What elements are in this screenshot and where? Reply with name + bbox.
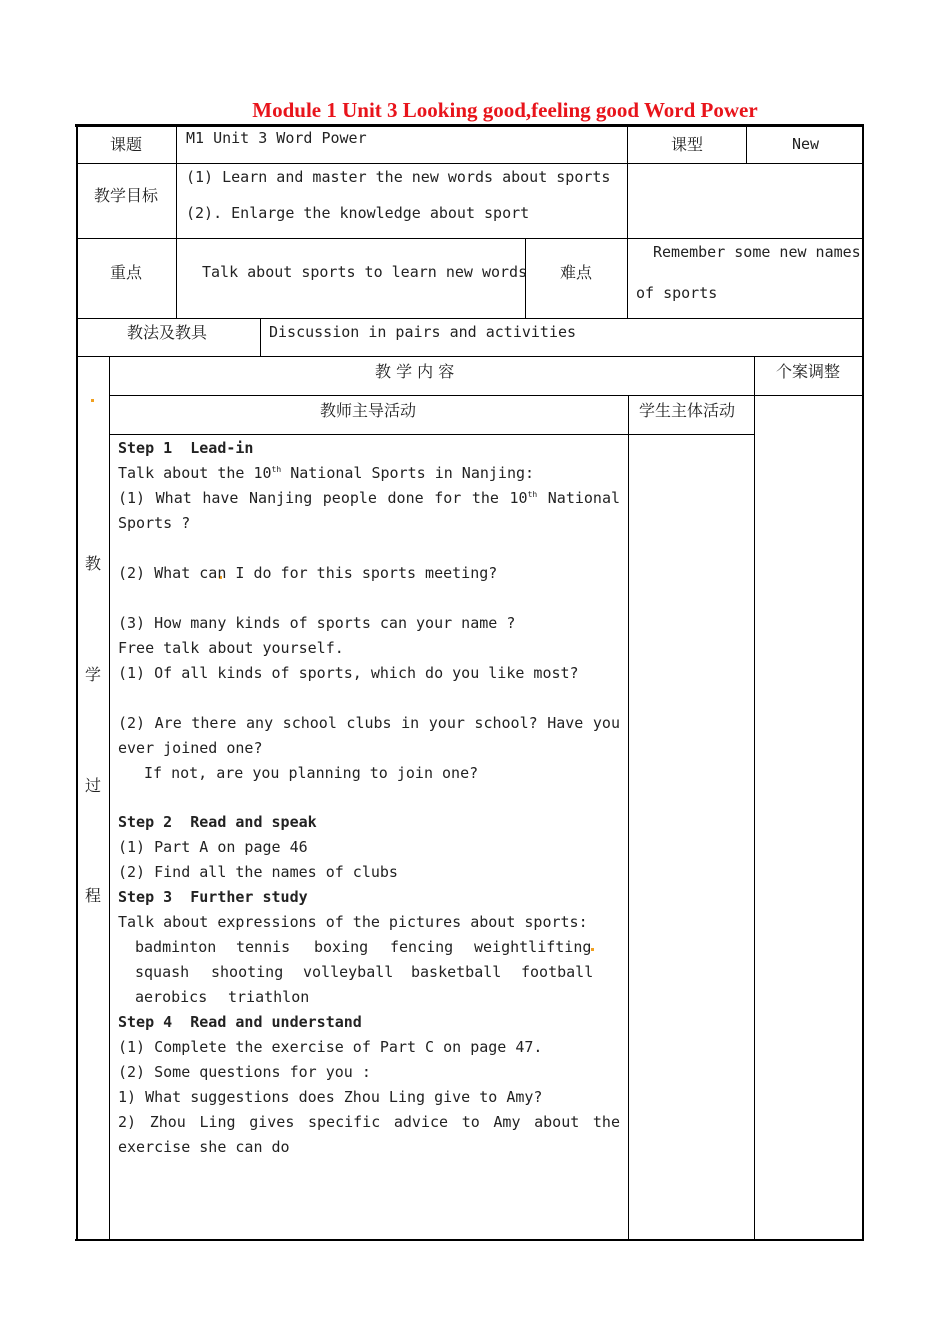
step4-title: Step 4 Read and understand (118, 1013, 362, 1031)
sport-word: football (521, 963, 594, 981)
step4-question-1: 1) What suggestions does Zhou Ling give to Amy? (118, 1088, 543, 1106)
type-label: 课型 (671, 135, 704, 154)
method-value: Discussion in pairs and activities (269, 323, 577, 341)
step1-title: Step 1 Lead-in (118, 439, 254, 457)
step4-question-2: 2) Zhou Ling gives specific advice to Amy about the (118, 1113, 620, 1131)
step1-question-2: (2) What can I do for this sports meeting? (118, 564, 498, 582)
key-label: 重点 (110, 263, 143, 282)
step1-question-1: (1) What have Nanjing people done for the 10th National (118, 489, 621, 507)
sport-word: boxing (314, 938, 369, 956)
process-label-char: 程 (85, 886, 102, 905)
process-label-char: 教 (85, 554, 102, 573)
free-talk: Free talk about yourself. (118, 639, 344, 657)
step2-item-2: (2) Find all the names of clubs (118, 863, 398, 881)
step1-question-3: (3) How many kinds of sports can your name ? (118, 614, 516, 632)
goal-item-1: (1) Learn and master the new words about sports (186, 168, 611, 186)
difficulty-label: 难点 (560, 263, 593, 282)
sport-word: tennis (236, 938, 291, 956)
free-talk-2-cont: ever joined one? (118, 739, 263, 757)
step1-intro: Talk about the 10th National Sports in Nanjing: (118, 464, 535, 482)
content-header: 教 学 内 容 (375, 362, 455, 381)
step4-item-2: (2) Some questions for you : (118, 1063, 371, 1081)
type-value: New (792, 135, 820, 153)
mark-dot (591, 948, 594, 951)
goal-label: 教学目标 (94, 186, 159, 205)
sport-word: aerobics (135, 988, 208, 1006)
student-header: 学生主体活动 (639, 401, 736, 420)
difficulty-value-line1: Remember some new names (653, 243, 861, 261)
goal-item-2: (2). Enlarge the knowledge about sport (186, 204, 530, 222)
process-label-char: 过 (85, 776, 102, 795)
sport-word: badminton (135, 938, 217, 956)
key-value: Talk about sports to learn new words (202, 263, 528, 281)
sport-word: volleyball (303, 963, 394, 981)
sport-word: squash (135, 963, 190, 981)
page-title: Module 1 Unit 3 Looking good,feeling good Word Power (252, 98, 758, 122)
step1-question-1-cont: Sports ? (118, 514, 191, 532)
topic-value: M1 Unit 3 Word Power (186, 129, 367, 147)
teacher-header: 教师主导活动 (320, 401, 417, 420)
adjust-header: 个案调整 (776, 362, 841, 381)
free-talk-1: (1) Of all kinds of sports, which do you like most? (118, 664, 579, 682)
sport-word: fencing (390, 938, 454, 956)
free-talk-2: (2) Are there any school clubs in your school? Have you (118, 714, 620, 732)
free-talk-2-followup: If not, are you planning to join one? (144, 764, 479, 782)
sport-word: weightlifting (474, 938, 592, 956)
topic-label: 课题 (110, 135, 143, 154)
sport-word: basketball (411, 963, 502, 981)
step3-title: Step 3 Further study (118, 888, 308, 906)
step3-intro: Talk about expressions of the pictures about sports: (118, 913, 588, 931)
step2-title: Step 2 Read and speak (118, 813, 317, 831)
step4-question-2-cont: exercise she can do (118, 1138, 290, 1156)
mark-dot (91, 399, 94, 402)
sport-word: shooting (211, 963, 284, 981)
difficulty-value-line2: of sports (636, 284, 718, 302)
step4-item-1: (1) Complete the exercise of Part C on page 47. (118, 1038, 543, 1056)
step2-item-1: (1) Part A on page 46 (118, 838, 308, 856)
process-label-char: 学 (85, 665, 102, 684)
sport-word: triathlon (228, 988, 310, 1006)
method-label: 教法及教具 (127, 323, 208, 342)
